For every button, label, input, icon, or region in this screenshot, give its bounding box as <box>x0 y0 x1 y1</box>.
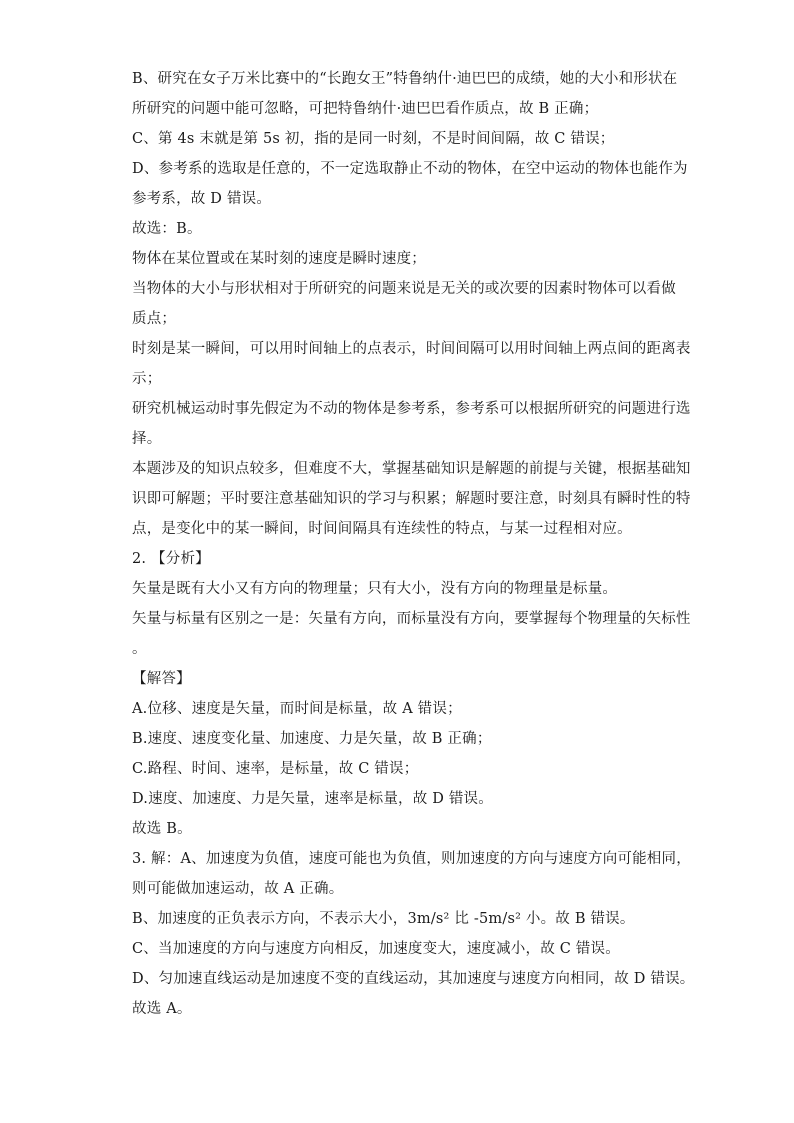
text-line: A.位移、速度是矢量，而时间是标量，故 A 错误； <box>132 701 462 717</box>
text-line: 当物体的大小与形状相对于所研究的问题来说是无关的或次要的因素时物体可以看做 <box>132 281 676 297</box>
text-line: 识即可解题；平时要注意基础知识的学习与积累；解题时要注意，时刻具有瞬时性的特 <box>132 491 691 507</box>
text-line: 时刻是某一瞬间，可以用时间轴上的点表示，时间间隔可以用时间轴上两点间的距离表 <box>132 341 691 357</box>
text-line: 则可能做加速运动，故 A 正确。 <box>132 881 344 897</box>
text-line: 本题涉及的知识点较多，但难度不大，掌握基础知识是解题的前提与关键，根据基础知 <box>132 461 691 477</box>
section-heading: 2. 【分析】 <box>132 551 210 567</box>
text-line: 择。 <box>132 431 162 447</box>
text-line: 。 <box>132 641 147 657</box>
text-line: 物体在某位置或在某时刻的速度是瞬时速度； <box>132 251 426 267</box>
text-line: 故选：B。 <box>132 221 202 237</box>
text-line: 矢量是既有大小又有方向的物理量；只有大小，没有方向的物理量是标量。 <box>132 581 618 597</box>
text-line: B、加速度的正负表示方向，不表示大小，3m/s² 比 -5m/s² 小。故 B 错误。 <box>132 911 635 927</box>
text-line: 3. 解：A、加速度为负值，速度可能也为负值，则加速度的方向与速度方向可能相同， <box>132 851 691 867</box>
text-line: B.速度、速度变化量、加速度、力是矢量，故 B 正确； <box>132 731 492 747</box>
text-line: 示； <box>132 371 162 387</box>
text-line: 点，是变化中的某一瞬间，时间间隔具有连续性的特点，与某一过程相对应。 <box>132 521 632 537</box>
section-heading: 【解答】 <box>132 671 191 687</box>
text-line: D、匀加速直线运动是加速度不变的直线运动，其加速度与速度方向相同，故 D 错误。 <box>132 971 695 987</box>
text-line: C.路程、时间、速率，是标量，故 C 错误； <box>132 761 419 777</box>
text-line: 矢量与标量有区别之一是：矢量有方向，而标量没有方向，要掌握每个物理量的矢标性 <box>132 611 691 627</box>
text-line: 参考系，故 D 错误。 <box>132 191 272 207</box>
text-line: C、当加速度的方向与速度方向相反，加速度变大，速度减小，故 C 错误。 <box>132 941 620 957</box>
text-line: 所研究的问题中能可忽略，可把特鲁纳什·迪巴巴看作质点，故 B 正确； <box>132 101 599 117</box>
text-line: C、第 4s 末就是第 5s 初，指的是同一时刻，不是时间间隔，故 C 错误； <box>132 131 615 147</box>
text-line: D、参考系的选取是任意的，不一定选取静止不动的物体，在空中运动的物体也能作为 <box>132 161 688 177</box>
document-body <box>132 64 695 1024</box>
text-line: D.速度、加速度、力是矢量，速率是标量，故 D 错误。 <box>132 791 493 807</box>
text-line: 故选 B。 <box>132 821 192 837</box>
text-line: 研究机械运动时事先假定为不动的物体是参考系，参考系可以根据所研究的问题进行选 <box>132 401 691 417</box>
text-line: 故选 A。 <box>132 1001 192 1017</box>
text-line: B、研究在女子万米比赛中的“长跑女王”特鲁纳什·迪巴巴的成绩，她的大小和形状在 <box>132 71 678 87</box>
text-line: 质点； <box>132 311 177 327</box>
